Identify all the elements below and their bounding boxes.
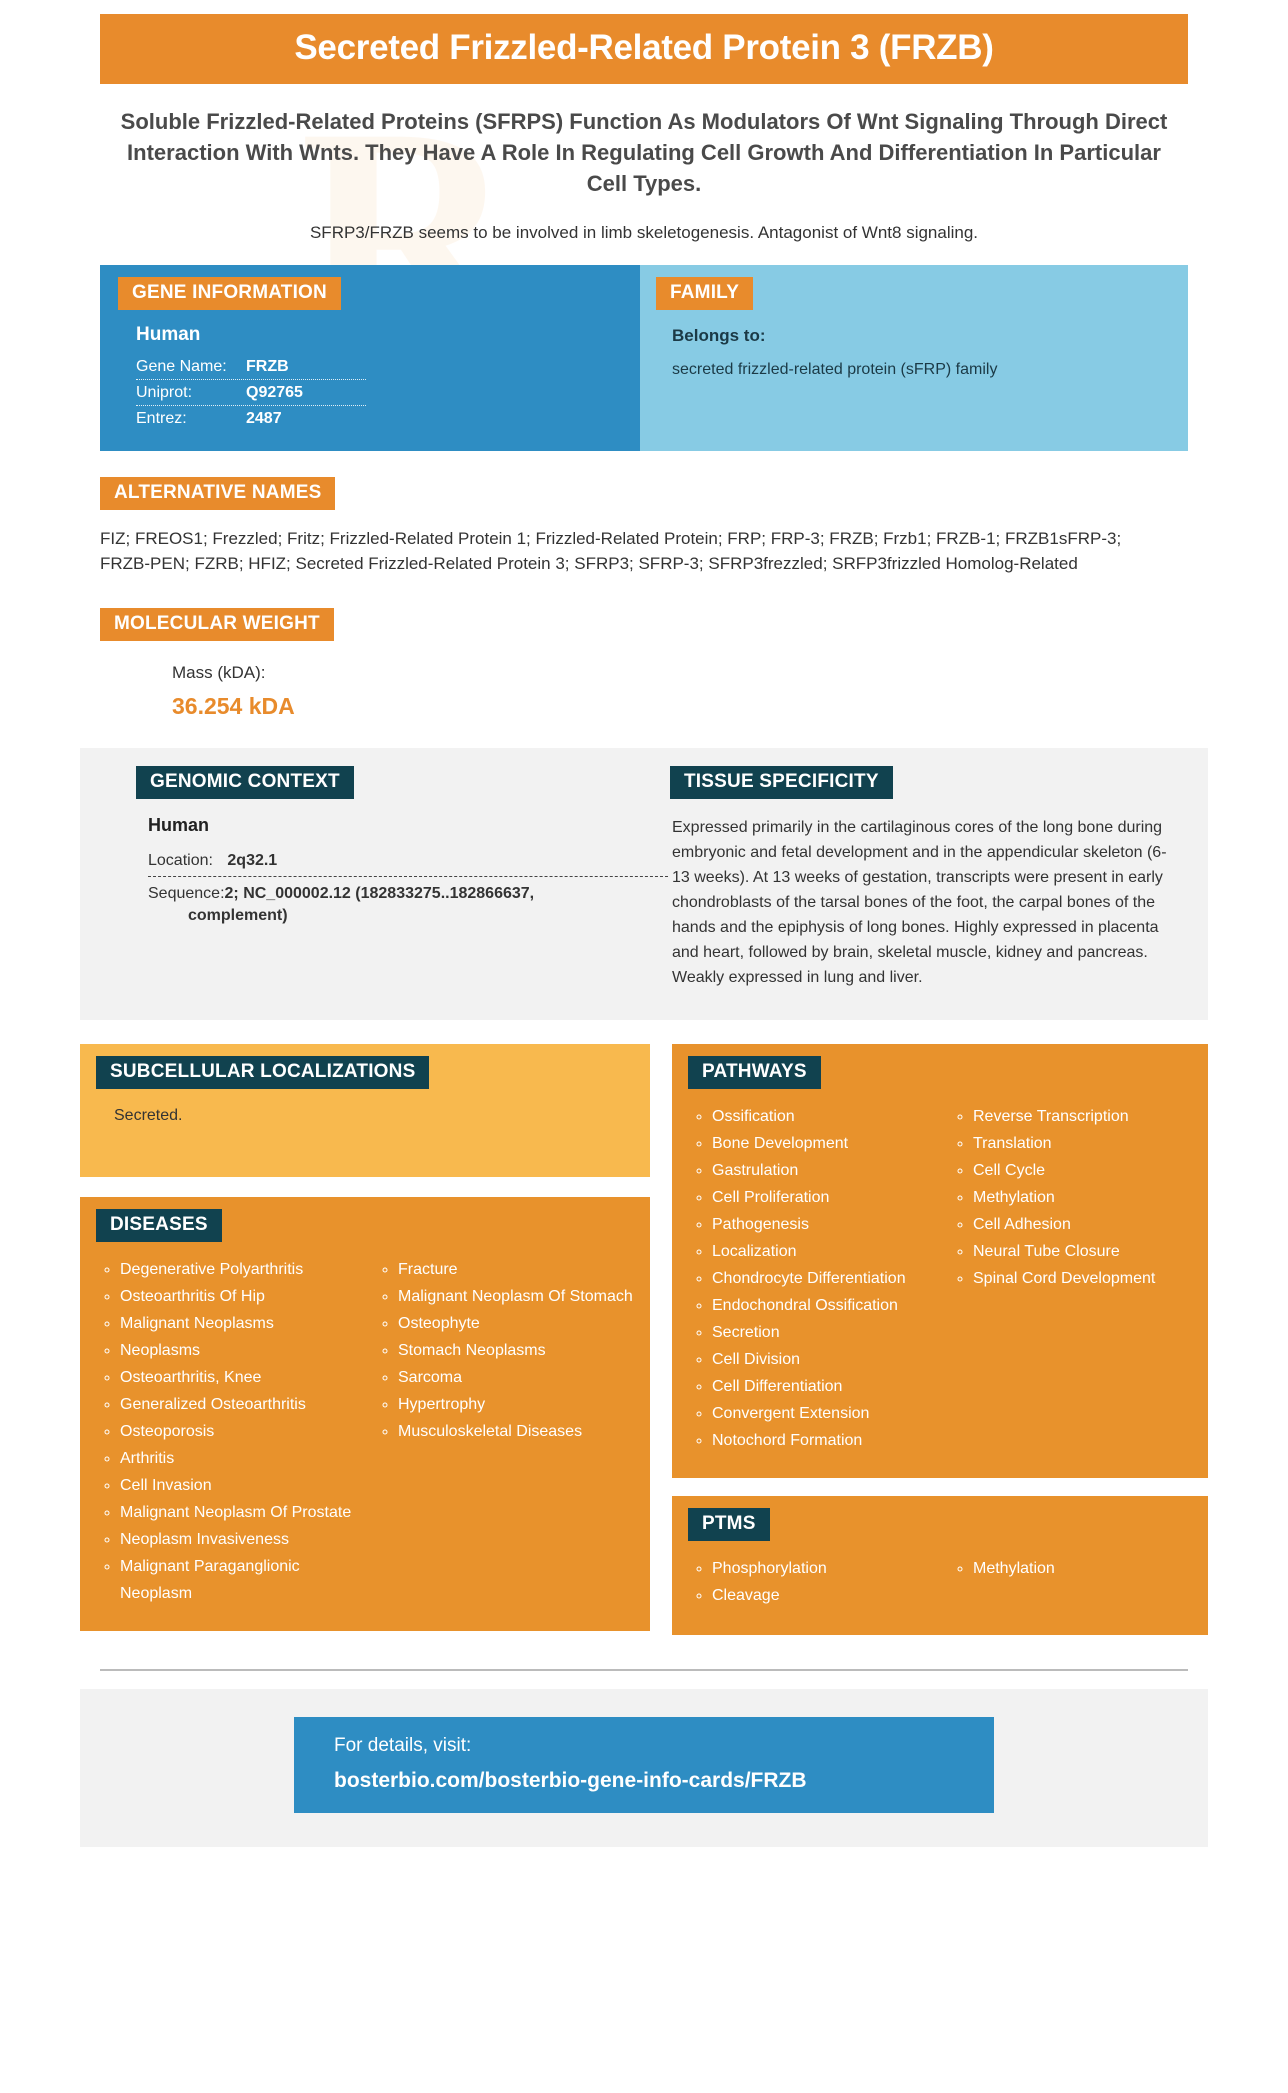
genomic-location-value: 2q32.1: [227, 852, 278, 869]
list-item: ◦ Pathogenesis: [712, 1211, 947, 1238]
gene-information-panel: [100, 265, 640, 451]
list-item: ◦ Fracture: [398, 1256, 650, 1283]
gene-family-section: [100, 265, 1188, 451]
list-item: ◦ Cell Division: [712, 1346, 947, 1373]
gene-name-key: Gene Name:: [136, 358, 227, 375]
list-item: ◦ Notochord Formation: [712, 1427, 947, 1454]
uniprot-value: Q92765: [246, 384, 303, 401]
diseases-heading: DISEASES: [96, 1209, 222, 1242]
list-item: ◦ Cell Invasion: [120, 1472, 372, 1499]
genomic-tissue-section: [80, 748, 1208, 1020]
genomic-context-species: Human: [148, 815, 210, 835]
list-item: ◦ Chondrocyte Differentiation: [712, 1265, 947, 1292]
genomic-context-panel: [80, 766, 660, 990]
alternative-names-text: FIZ; FREOS1; Frezzled; Fritz; Frizzled-Related Protein 1; Frizzled-Related Protein; FRP; FRP-3; FRZB; Frzb1; FRZB-1; FRZB1sFRP-3; FRZB-PEN; FZRB; HFIZ; Secreted Frizzled-Related Protein 3; SFRP3; SFRP-3; SFRP3frezzled; SRFP3frizzled Homolog-Related: [100, 529, 1122, 573]
alternative-names-heading: ALTERNATIVE NAMES: [100, 477, 335, 510]
genomic-context-heading: GENOMIC CONTEXT: [136, 766, 354, 799]
list-item: ◦ Degenerative Polyarthritis: [120, 1256, 372, 1283]
list-item: ◦ Gastrulation: [712, 1157, 947, 1184]
footer-link-box[interactable]: [294, 1717, 994, 1813]
footer-divider: [100, 1669, 1188, 1671]
gene-information-table: [136, 354, 610, 431]
list-item: ◦ Hypertrophy: [398, 1391, 650, 1418]
list-item: ◦ Translation: [973, 1130, 1208, 1157]
list-item: ◦ Secretion: [712, 1319, 947, 1346]
ptms-list-column-2: [947, 1555, 1208, 1609]
entrez-value: 2487: [246, 410, 282, 427]
diseases-list-column-1: [94, 1256, 372, 1607]
genomic-sequence-value-2: complement): [188, 907, 288, 924]
list-item: ◦ Localization: [712, 1238, 947, 1265]
list-item: ◦ Generalized Osteoarthritis: [120, 1391, 372, 1418]
list-item: ◦ Endochondral Ossification: [712, 1292, 947, 1319]
footer-band: [80, 1689, 1208, 1847]
genomic-sequence-label: Sequence:: [148, 885, 225, 902]
genomic-location-row: [148, 852, 668, 877]
table-row: [136, 406, 366, 431]
list-item: ◦ Malignant Paraganglionic Neoplasm: [120, 1553, 372, 1607]
tissue-specificity-text: Expressed primarily in the cartilaginous cores of the long bone during embryonic and fetal development and in the appendicular skeleton (6-13 weeks). At 13 weeks of gestation, transcripts were present in early chondroblasts of the tarsal bones of the foot, the carpal bones of the hands and the epiphysis of long bones. Highly expressed in placenta and heart, followed by brain, skeletal muscle, kidney and pancreas. Weakly expressed in lung and liver.: [672, 819, 1167, 986]
family-panel: [640, 265, 1188, 451]
list-item: ◦ Methylation: [973, 1555, 1208, 1582]
list-item: ◦ Neural Tube Closure: [973, 1238, 1208, 1265]
subcellular-localizations-panel: [80, 1044, 650, 1177]
mass-label: Mass (kDA):: [172, 663, 266, 682]
list-item: ◦ Malignant Neoplasm Of Prostate: [120, 1499, 372, 1526]
list-item: ◦ Bone Development: [712, 1130, 947, 1157]
gene-name-value: FRZB: [246, 358, 289, 375]
list-item: ◦ Osteoporosis: [120, 1418, 372, 1445]
lower-left-column: [80, 1044, 650, 1631]
entrez-key: Entrez:: [136, 410, 187, 427]
list-item: ◦ Arthritis: [120, 1445, 372, 1472]
list-item: ◦ Cleavage: [712, 1582, 947, 1609]
lower-section: [80, 1044, 1208, 1635]
family-heading: FAMILY: [656, 277, 753, 310]
list-item: ◦ Phosphorylation: [712, 1555, 947, 1582]
diseases-panel: [80, 1197, 650, 1631]
pathways-heading: PATHWAYS: [688, 1056, 821, 1089]
pathways-list: [686, 1103, 1208, 1454]
genomic-location-label: Location:: [148, 852, 213, 869]
subcellular-localizations-heading: SUBCELLULAR LOCALIZATIONS: [96, 1056, 429, 1089]
table-row: [136, 380, 366, 406]
table-row: [136, 354, 366, 380]
list-item: ◦ Osteoarthritis Of Hip: [120, 1283, 372, 1310]
list-item: ◦ Reverse Transcription: [973, 1103, 1208, 1130]
pathways-list-column-2: [947, 1103, 1208, 1454]
list-item: ◦ Osteophyte: [398, 1310, 650, 1337]
ptms-heading: PTMS: [688, 1508, 770, 1541]
mass-value: 36.254 kDA: [172, 693, 295, 719]
footer-url[interactable]: bosterbio.com/bosterbio-gene-info-cards/FRZB: [334, 1769, 807, 1792]
page-subtitle: Soluble Frizzled-Related Proteins (SFRPS) Function As Modulators Of Wnt Signaling Through Direct Interaction With Wnts. They Have A Role In Regulating Cell Growth And Differentiation In Particular Cell Types.: [120, 109, 1168, 196]
watermark-logo: R: [300, 66, 507, 398]
list-item: ◦ Stomach Neoplasms: [398, 1337, 650, 1364]
ptms-list: [686, 1555, 1208, 1609]
list-item: ◦ Spinal Cord Development: [973, 1265, 1208, 1292]
list-item: ◦ Convergent Extension: [712, 1400, 947, 1427]
diseases-list-column-2: [372, 1256, 650, 1607]
list-item: ◦ Methylation: [973, 1184, 1208, 1211]
list-item: ◦ Sarcoma: [398, 1364, 650, 1391]
alternative-names-section: [100, 477, 1188, 576]
gene-information-heading: GENE INFORMATION: [118, 277, 341, 310]
molecular-weight-heading: MOLECULAR WEIGHT: [100, 608, 334, 641]
subcellular-localizations-text: Secreted.: [114, 1107, 183, 1124]
ptms-list-column-1: [686, 1555, 947, 1609]
family-belongs-label: Belongs to:: [672, 326, 766, 345]
genomic-sequence-value: 2; NC_000002.12 (182833275..182866637,: [224, 885, 535, 902]
family-text: secreted frizzled-related protein (sFRP) family: [672, 361, 998, 378]
list-item: ◦ Cell Adhesion: [973, 1211, 1208, 1238]
tissue-specificity-heading: TISSUE SPECIFICITY: [670, 766, 893, 799]
list-item: ◦ Cell Proliferation: [712, 1184, 947, 1211]
gene-information-species: Human: [136, 324, 201, 345]
list-item: ◦ Malignant Neoplasm Of Stomach: [398, 1283, 650, 1310]
list-item: ◦ Neoplasms: [120, 1337, 372, 1364]
list-item: ◦ Cell Cycle: [973, 1157, 1208, 1184]
page-title-bar: [100, 14, 1188, 84]
genomic-sequence-row: [148, 885, 668, 925]
page-description: SFRP3/FRZB seems to be involved in limb skeletogenesis. Antagonist of Wnt8 signaling.: [309, 223, 979, 242]
pathways-panel: [672, 1044, 1208, 1478]
molecular-weight-section: [100, 608, 1188, 720]
ptms-panel: [672, 1496, 1208, 1635]
list-item: ◦ Malignant Neoplasms: [120, 1310, 372, 1337]
list-item: ◦ Musculoskeletal Diseases: [398, 1418, 650, 1445]
page-title: Secreted Frizzled-Related Protein 3 (FRZB): [294, 28, 994, 67]
list-item: ◦ Ossification: [712, 1103, 947, 1130]
footer-prompt: For details, visit:: [334, 1735, 472, 1756]
tissue-specificity-panel: [660, 766, 1208, 990]
uniprot-key: Uniprot:: [136, 384, 193, 401]
pathways-list-column-1: [686, 1103, 947, 1454]
lower-right-column: [672, 1044, 1208, 1635]
list-item: ◦ Neoplasm Invasiveness: [120, 1526, 372, 1553]
list-item: ◦ Osteoarthritis, Knee: [120, 1364, 372, 1391]
list-item: ◦ Cell Differentiation: [712, 1373, 947, 1400]
diseases-list: [94, 1256, 650, 1607]
